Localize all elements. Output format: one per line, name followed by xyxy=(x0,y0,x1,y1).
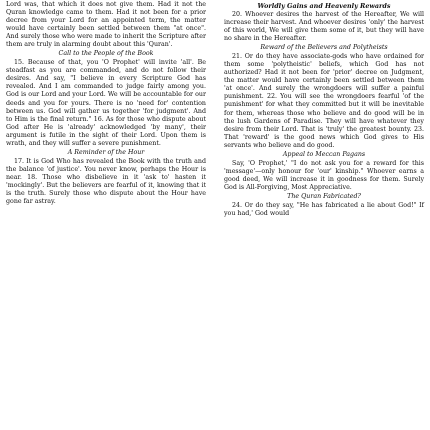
left-section-heading-2: A Reminder of the Hour xyxy=(67,148,145,156)
right-section-heading-3: Appeal to Meccan Pagans xyxy=(282,150,366,158)
left-paragraph-1: Lord was, that which it does not give them. Had it not the Quran knowledge came to them. Had it not been for a prior decree from your Lord for an appointed term, the matter would have certainly been settled between them "at once". And surely those who were made to inherit the Scripture after them are truly in alarming doubt about this 'Quran'. xyxy=(6,1,206,49)
left-paragraph-2: 15. Because of that, you 'O Prophet' will invite 'all'. Be steadfast as you are commanded, and do not follow their desires. And say, "I believe in every Scripture God has revealed. And I am commanded to judge fairly among you. God is our Lord and your Lord. We will be accountable for our deeds and you for yours. There is no 'need for' contention between us. God will gather us together 'for judgment'. And to Him is the final return." 16. As for those who dispute about God after He is 'already' acknowledged 'by many', their argument is futile in the sight of their Lord. Upon them is wrath, and they will suffer a severe punishment. xyxy=(6,59,206,147)
left-section-heading-1: Call to the People of the Book xyxy=(58,50,154,58)
right-paragraph-2: 21. Or do they have associate-gods who have ordained for them some 'polytheistic' beliefs, which God has not authorized? Had it not been for 'prior' decree on Judgment, the matter would have certainly been settled between them 'at once'. And surely the wrongdoers will suffer a painful punishment. 22. You will see the wrongdoers fearful 'of the punishment' for what they committed but it will be inevitable for them, whereas those who believe and do good will be in the lush Gardens of Paradise. They will have whatever they desire from their Lord. That is 'truly' the greatest bounty. 23. That 'reward' is the good news which God gives to His servants who believe and do good. xyxy=(224,53,424,149)
right-section-heading-1: Worldly Gains and Heavenly Rewards xyxy=(257,2,391,10)
right-paragraph-1: 20. Whoever desires the harvest of the Hereafter, We will increase their harvest. And whoever desires 'only' the harvest of this world, We will give them some of it, but they will have no share in the Hereafter. xyxy=(224,11,424,43)
right-section-heading-4: The Quran Fabricated? xyxy=(287,192,361,200)
left-paragraph-3: 17. It is God Who has revealed the Book with the truth and the balance 'of justice'. You never know, perhaps the Hour is near. 18. Those who disbelieve in it 'ask to' hasten it 'mockingly'. But the believers are fearful of it, knowing that it is the truth. Surely those who dispute about the Hour have gone far astray. xyxy=(6,157,206,206)
left-column xyxy=(6,1,206,430)
right-paragraph-4: 24. Or do they say, "He has fabricated a lie about God!" If you had,' God would xyxy=(224,201,424,217)
right-paragraph-3: Say, 'O Prophet,' "I do not ask you for a reward for this 'message'—only honour for 'our' kinship." Whoever earns a good deed, We will increase it in goodness for them. Surely God is All-Forgiving, Most Appreciative. xyxy=(224,159,424,191)
right-section-heading-2: Reward of the Believers and Polytheists xyxy=(260,44,388,52)
right-column xyxy=(224,1,424,430)
